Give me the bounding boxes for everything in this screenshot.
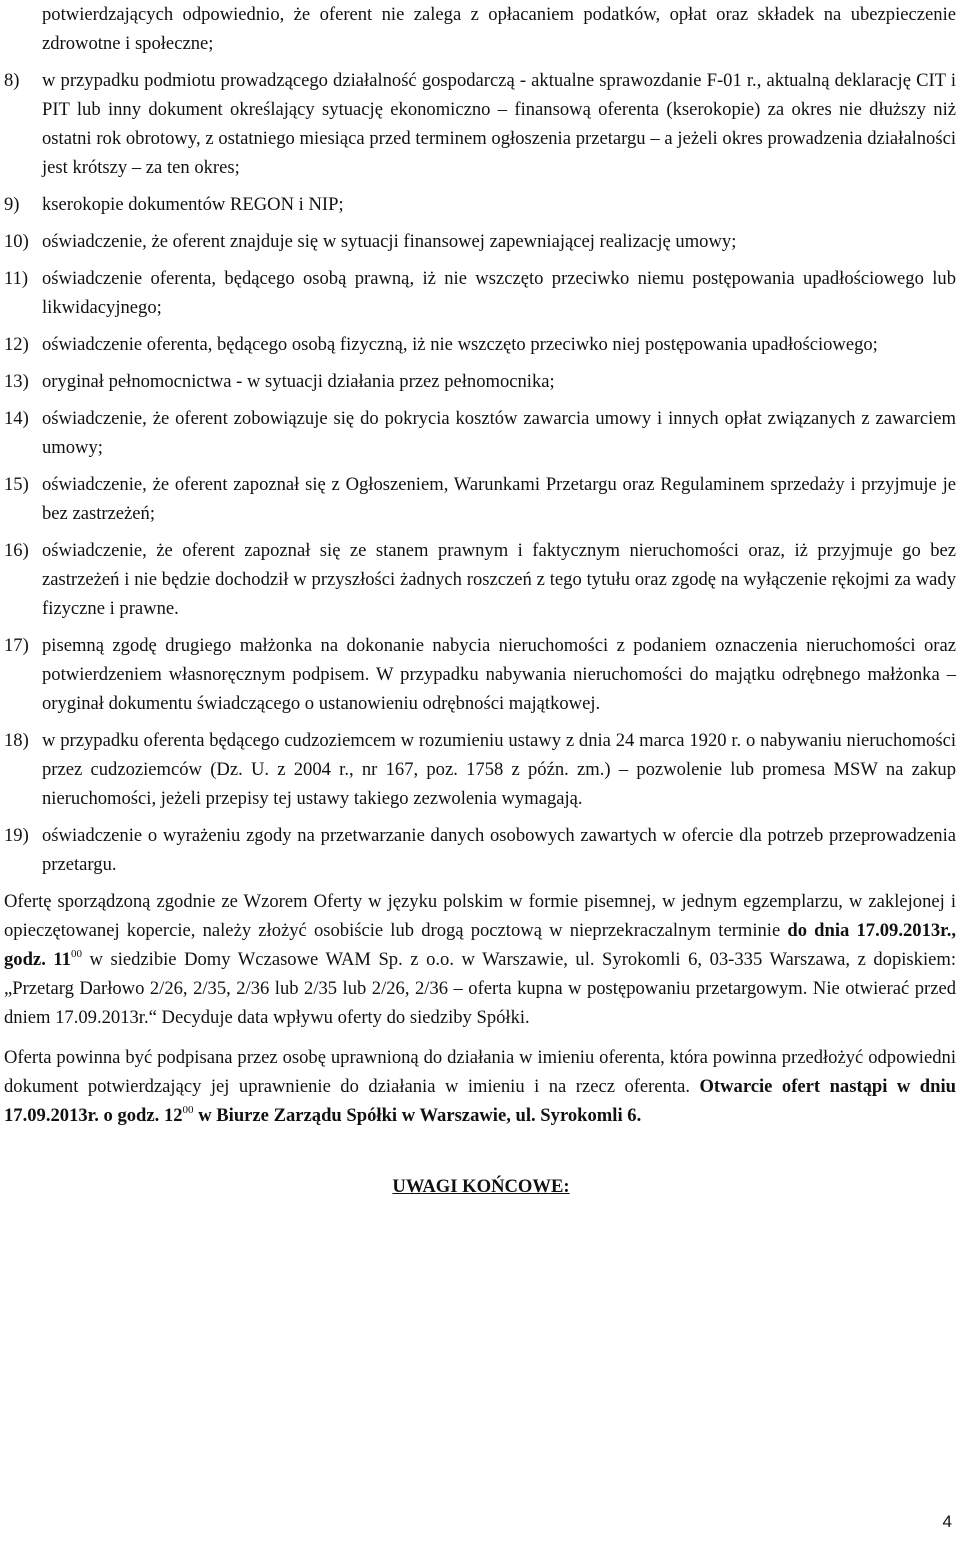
opening-location-text: w Biurze Zarządu Spółki w Warszawie, ul. Syrokomli 6. bbox=[193, 1105, 642, 1126]
list-item-text: oświadczenie, że oferent zapoznał się z Ogłoszeniem, Warunkami Przetargu oraz Regulaminem sprzedaży i przyjmuje je bez zastrzeżeń; bbox=[42, 474, 956, 524]
list-item bbox=[4, 536, 956, 623]
requirements-list bbox=[4, 66, 956, 879]
list-item bbox=[4, 367, 956, 396]
list-item-text: kserokopie dokumentów REGON i NIP; bbox=[42, 194, 344, 215]
list-item bbox=[4, 330, 956, 359]
document-page bbox=[4, 0, 956, 1201]
list-item-text: pisemną zgodę drugiego małżonka na dokonanie nabycia nieruchomości z podaniem oznaczenia nieruchomości oraz potwierdzeniem własnoręcznym podpisem. W przypadku nabywania nieruchomości do majątku odrębnego małżonka – oryginał dokumentu świadczącego o ustanowieniu odrębności majątkowej. bbox=[42, 635, 956, 714]
list-item-number: 8) bbox=[4, 70, 20, 91]
list-item-number: 17) bbox=[4, 635, 29, 656]
list-item-text: w przypadku podmiotu prowadzącego działalność gospodarczą - aktualne sprawozdanie F-01 r., aktualną deklarację CIT i PIT lub inny dokument określający sytuację ekonomiczno – finansową oferenta (kserokopie) za okres nie dłuższy niż ostatni rok obrotowy, z ostatniego miesiąca przed terminem ogłoszenia przetargu – a jeżeli okres prowadzenia działalności jest krótszy – za ten okres; bbox=[42, 70, 956, 178]
list-item-number: 11) bbox=[4, 268, 29, 289]
list-item-number: 13) bbox=[4, 371, 29, 392]
opening-minutes: 00 bbox=[182, 1104, 194, 1116]
list-item-number: 14) bbox=[4, 408, 29, 429]
deadline-text: do dnia 17.09.2013r., godz. 11 bbox=[4, 920, 956, 970]
signature-paragraph bbox=[4, 1043, 956, 1130]
opening-text: Otwarcie ofert nastąpi w dniu 17.09.2013r. o godz. 12 bbox=[4, 1076, 956, 1126]
list-item-text: oryginał pełnomocnictwa - w sytuacji działania przez pełnomocnika; bbox=[42, 371, 555, 392]
list-item bbox=[4, 264, 956, 322]
list-item bbox=[4, 470, 956, 528]
list-item bbox=[4, 66, 956, 182]
list-item-text: oświadczenie oferenta, będącego osobą fizyczną, iż nie wszczęto przeciwko niej postępowania upadłościowego; bbox=[42, 334, 878, 355]
continuation-text: potwierdzających odpowiednio, że oferent nie zalega z opłacaniem podatków, opłat oraz składek na ubezpieczenie zdrowotne i społeczne; bbox=[42, 4, 956, 54]
list-item-number: 10) bbox=[4, 231, 29, 252]
list-item bbox=[4, 726, 956, 813]
list-item-text: oświadczenie, że oferent zobowiązuje się do pokrycia kosztów zawarcia umowy i innych opłat związanych z zawarciem umowy; bbox=[42, 408, 956, 458]
list-item-number: 19) bbox=[4, 825, 29, 846]
list-item bbox=[4, 631, 956, 718]
submission-paragraph bbox=[4, 887, 956, 1032]
page-number: 4 bbox=[942, 1512, 952, 1531]
list-item bbox=[4, 190, 956, 219]
deadline-minutes: 00 bbox=[70, 948, 82, 960]
list-item-number: 9) bbox=[4, 194, 20, 215]
list-item bbox=[4, 227, 956, 256]
submission-address-text: w siedzibie Domy Wczasowe WAM Sp. z o.o. w Warszawie, ul. Syrokomli 6, 03-335 Warszawa, z dopiskiem: „Przetarg Darłowo 2/26, 2/35, 2/36 lub 2/35 lub 2/26, 2/36 – oferta kupna w postępowaniu przetargowym. Nie otwierać przed dniem 17.09.2013r.“ Decyduje data wpływu oferty do siedziby Spółki. bbox=[4, 949, 956, 1028]
list-item-text: oświadczenie, że oferent znajduje się w sytuacji finansowej zapewniającej realizację umowy; bbox=[42, 231, 737, 252]
submission-text: Ofertę sporządzoną zgodnie ze Wzorem Oferty w języku polskim w formie pisemnej, w jednym egzemplarzu, w zaklejonej i opieczętowanej kopercie, należy złożyć osobiście lub drogą pocztową w nieprzekraczalnym terminie bbox=[4, 891, 956, 941]
list-item-text: oświadczenie, że oferent zapoznał się ze stanem prawnym i faktycznym nieruchomości oraz, iż przyjmuje go bez zastrzeżeń i nie będzie dochodził w przyszłości żadnych roszczeń z tego tytułu oraz zgodę na wyłączenie rękojmi za wady fizyczne i prawne. bbox=[42, 540, 956, 619]
list-item-number: 16) bbox=[4, 540, 29, 561]
list-item-text: oświadczenie oferenta, będącego osobą prawną, iż nie wszczęto przeciwko niemu postępowania upadłościowego lub likwidacyjnego; bbox=[42, 268, 956, 318]
section-heading: UWAGI KOŃCOWE: bbox=[392, 1176, 570, 1197]
list-item-number: 15) bbox=[4, 474, 29, 495]
signature-text: Oferta powinna być podpisana przez osobę uprawnioną do działania w imieniu oferenta, która powinna przedłożyć odpowiedni dokument potwierdzający jej uprawnienie do działania w imieniu i na rzecz oferenta. bbox=[4, 1047, 956, 1097]
list-item-number: 18) bbox=[4, 730, 29, 751]
list-item bbox=[4, 821, 956, 879]
list-item-text: oświadczenie o wyrażeniu zgody na przetwarzanie danych osobowych zawartych w ofercie dla potrzeb przeprowadzenia przetargu. bbox=[42, 825, 956, 875]
list-item-text: w przypadku oferenta będącego cudzoziemcem w rozumieniu ustawy z dnia 24 marca 1920 r. o nabywaniu nieruchomości przez cudzoziemców (Dz. U. z 2004 r., nr 167, poz. 1758 z późn. zm.) – pozwolenie lub promesa MSW na zakup nieruchomości, jeżeli przepisy tej ustawy takiego zezwolenia wymagają. bbox=[42, 730, 956, 809]
list-item bbox=[4, 404, 956, 462]
list-item-number: 12) bbox=[4, 334, 29, 355]
